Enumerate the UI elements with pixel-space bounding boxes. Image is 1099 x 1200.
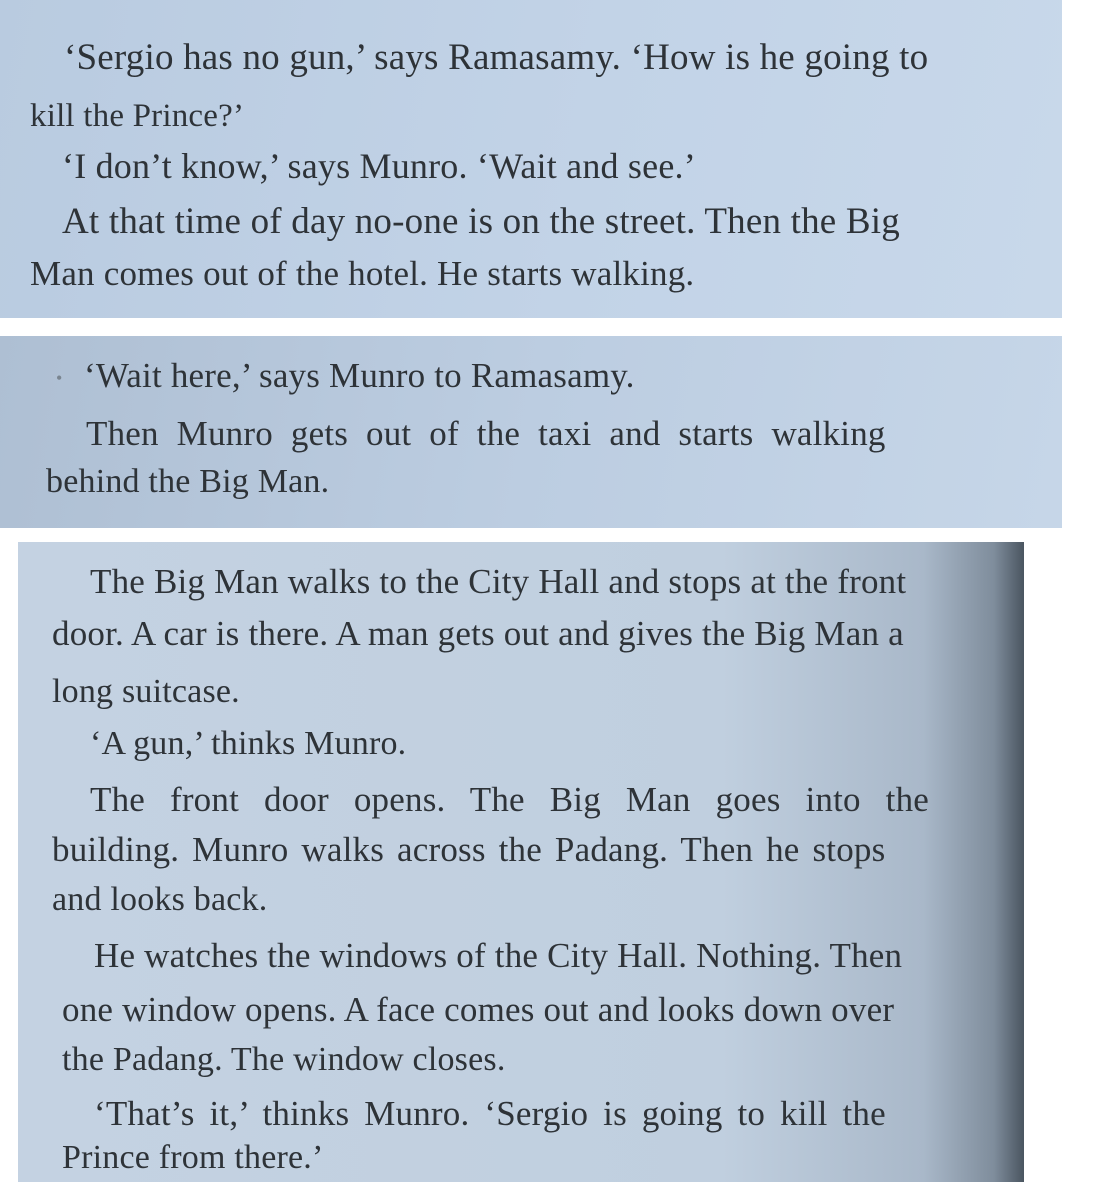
text-line: The Big Man walks to the City Hall and stops at the front	[90, 562, 907, 601]
text-line: building. Munro walks across the Padang. Then he stops	[52, 830, 886, 869]
text-line: Then Munro gets out of the taxi and starts walking	[86, 414, 886, 453]
text-line: He watches the windows of the City Hall. Nothing. Then	[94, 936, 903, 975]
text-line: Prince from there.’	[62, 1139, 324, 1176]
text-line: The front door opens. The Big Man goes into the	[90, 780, 930, 819]
text-line: one window opens. A face comes out and looks down over	[62, 990, 895, 1029]
text-line: At that time of day no-one is on the street. Then the Big	[62, 201, 900, 242]
text-line: ‘I don’t know,’ says Munro. ‘Wait and see.’	[62, 146, 696, 186]
text-line: long suitcase.	[52, 673, 240, 710]
text-line: behind the Big Man.	[46, 463, 330, 500]
text-line: ‘A gun,’ thinks Munro.	[90, 725, 407, 762]
text-line: the Padang. The window closes.	[62, 1041, 506, 1078]
text-line: Man comes out of the hotel. He starts walking.	[30, 254, 695, 293]
text-line: kill the Prince?’	[30, 98, 245, 134]
text-line: ‘Wait here,’ says Munro to Ramasamy.	[84, 356, 635, 395]
stray-mark: •	[56, 368, 63, 388]
text-line: door. A car is there. A man gets out and gives the Big Man a	[52, 614, 904, 653]
text-line: and looks back.	[52, 881, 268, 918]
text-line: ‘Sergio has no gun,’ says Ramasamy. ‘How is he going to	[64, 37, 929, 78]
text-line: ‘That’s it,’ thinks Munro. ‘Sergio is going to kill the	[94, 1094, 886, 1133]
